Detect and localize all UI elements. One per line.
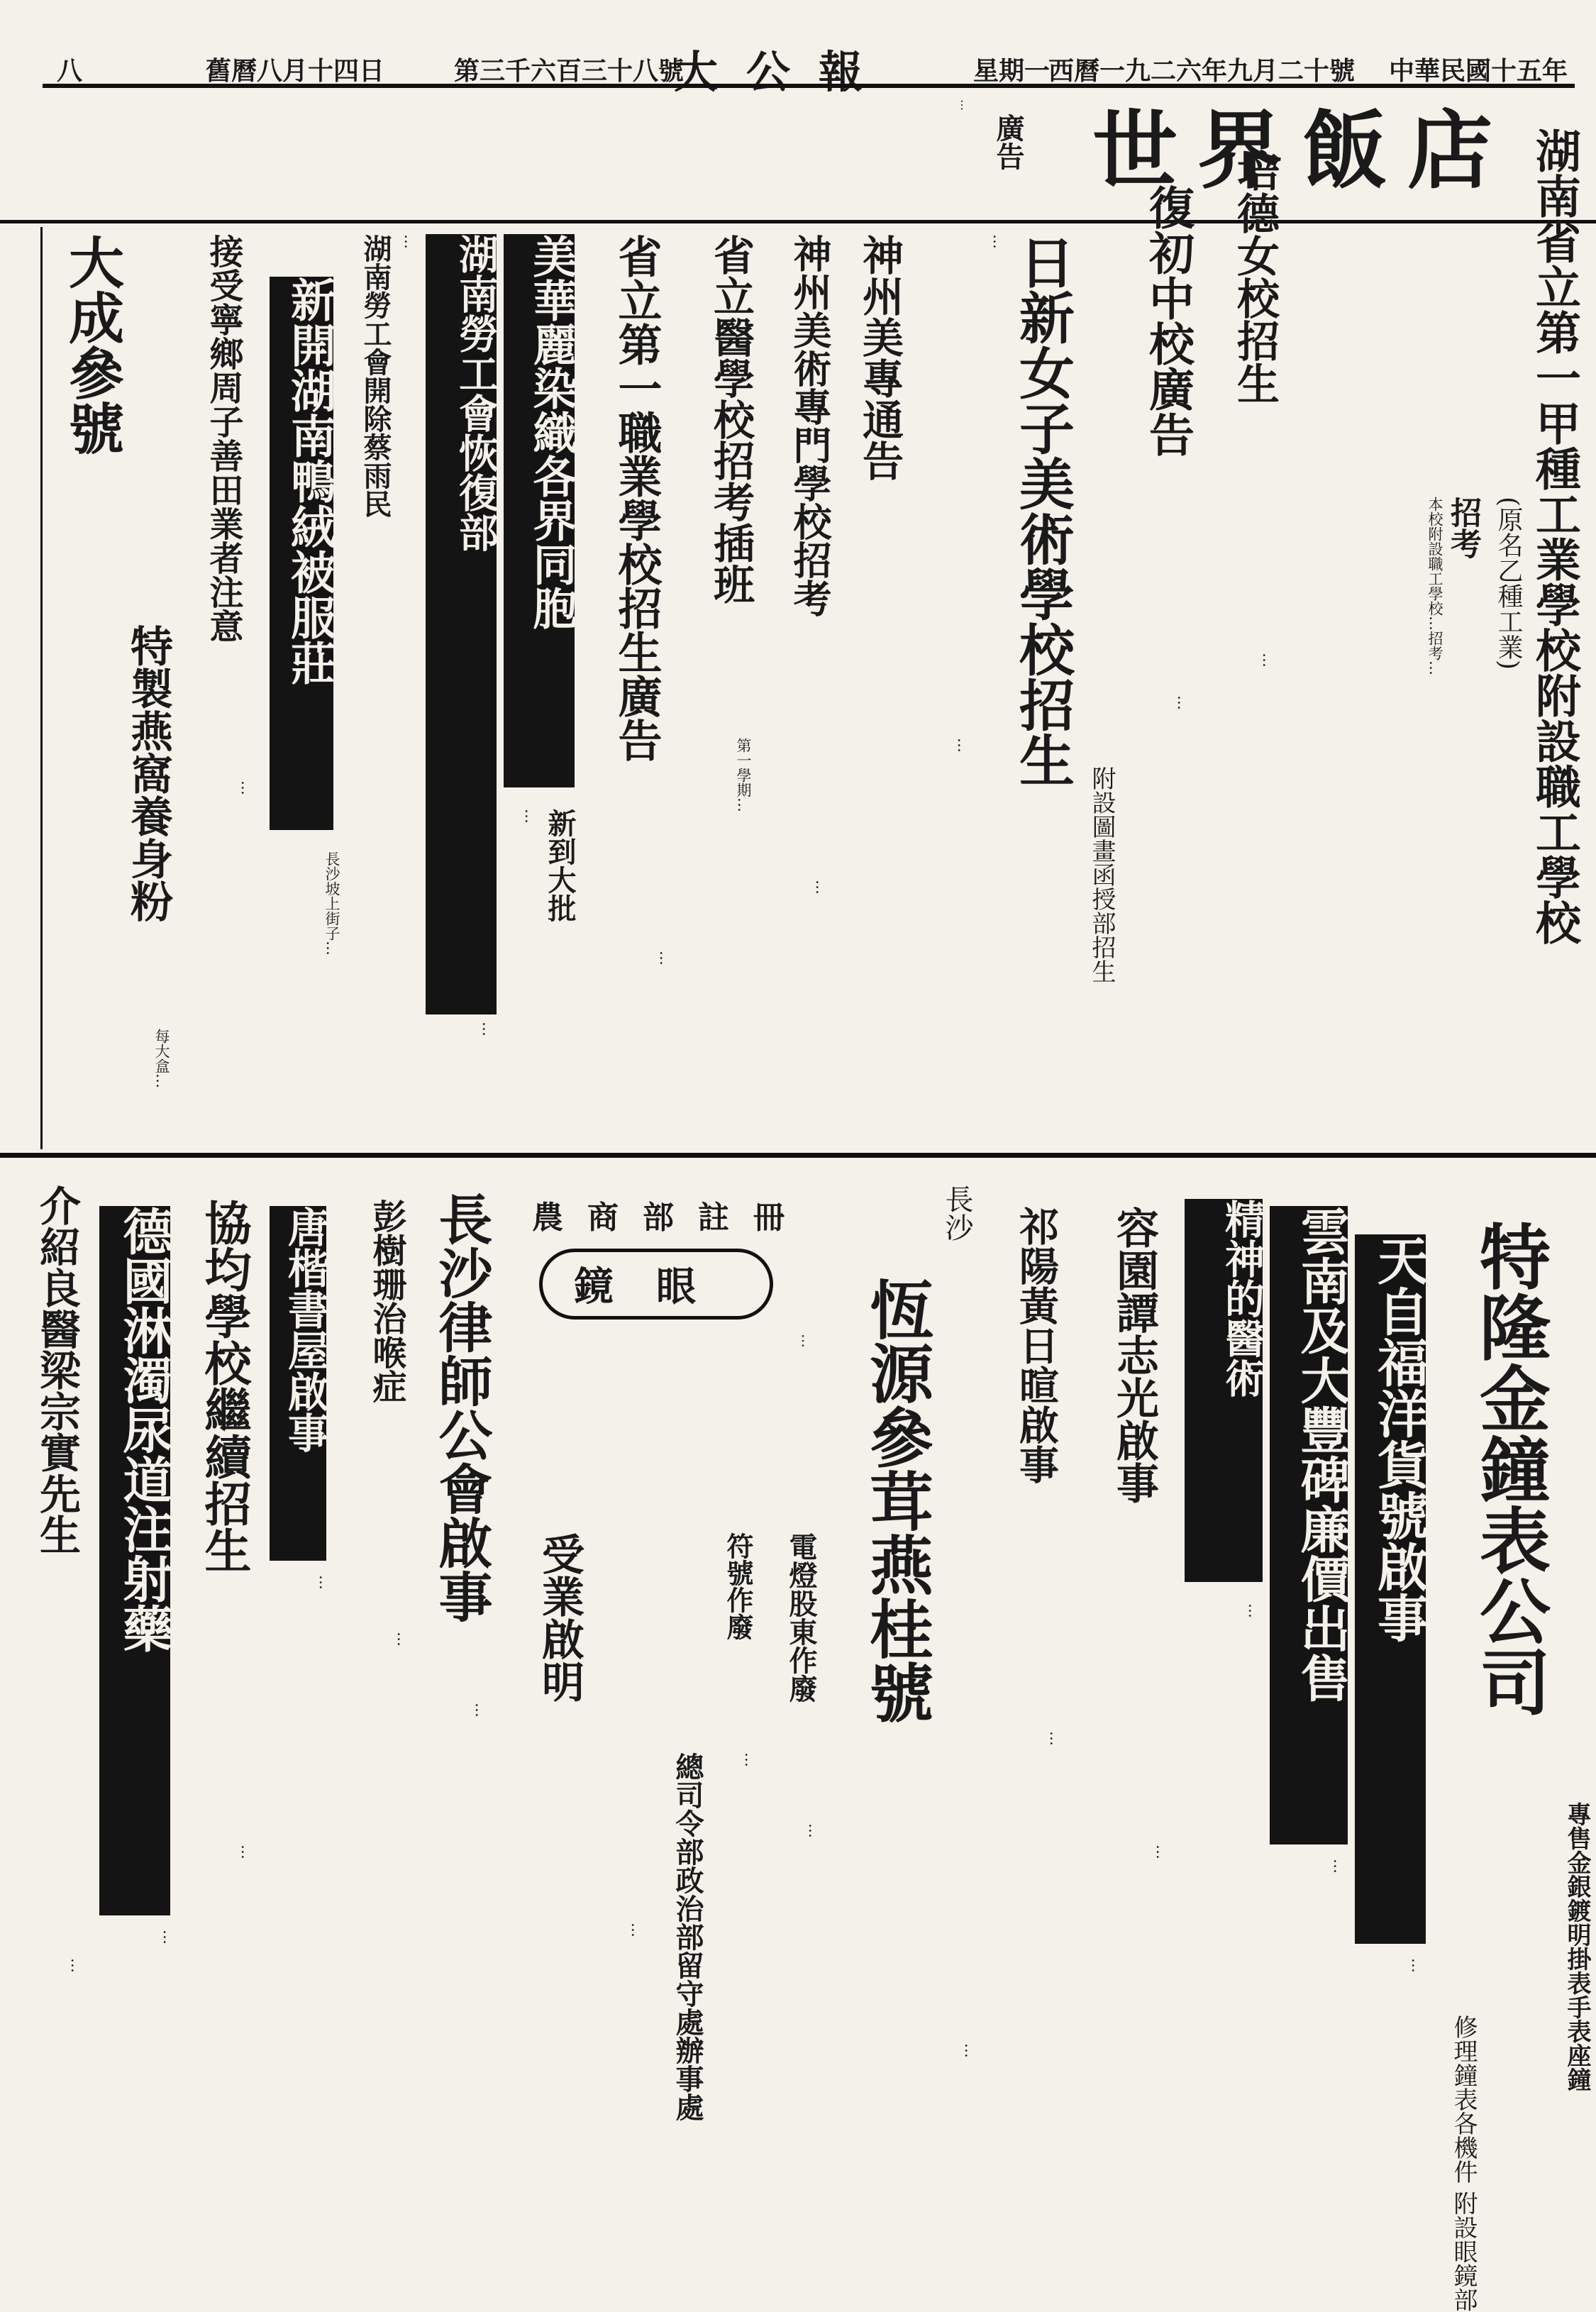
ad-political-dept: 總司令部政治部留守處辦事處 … <box>671 1752 759 2121</box>
ad-glasses <box>489 1163 823 1518</box>
ad-labor-union-restore: 湖南勞工會恢復部 … <box>419 227 497 1149</box>
ad-qiyang-huang: 祁陽黃日暄啟事 … <box>1013 1206 1064 1746</box>
world-hotel-text: … <box>958 99 972 111</box>
ad-industrial-school-extra: 招考 <box>1445 497 1481 559</box>
ad-telong-clock: 特隆金鐘表公司 專售金銀鍍明掛表手表座鐘 修理鐘表各機件 附設眼鏡部 <box>1449 1220 1591 2312</box>
ad-industrial-school <box>1273 99 1585 1149</box>
ad-fuchu-school: 復初中校廣告 … <box>1141 184 1195 710</box>
ad-yunnan-sale: 雲南及大豐碑廉價出售 … <box>1263 1163 1348 2249</box>
ad-industrial-school-text: 本校附設職工學校…招考… <box>1426 497 1443 675</box>
masthead-rule <box>43 84 1575 88</box>
ad-liang-zongshi-doctor: 介紹良醫梁宗實先生 … <box>33 1185 85 1973</box>
ad-industrial-school-sub: (原名乙種工業) <box>1494 497 1523 670</box>
ad-spiritual-medicine: 精神的醫術 … <box>1170 1163 1263 2249</box>
world-hotel-side: 廣告 <box>992 114 1025 170</box>
masthead-date-roc: 中華民國十五年 <box>1388 56 1568 86</box>
ad-duck-down-shop: 新開湖南鴨絨被服莊 長沙坡上街子… <box>255 227 340 1149</box>
ad-rongyuan-tan: 容園譚志光啟事 … <box>1109 1206 1170 1859</box>
ad-xiejun-school: 協均學校繼續招生 … <box>196 1199 255 1859</box>
ad-lawyers-association: 長沙律師公會啟事 … <box>430 1192 493 1718</box>
ad-tangkai-studio: 唐楷書屋啟事 … <box>255 1163 333 2249</box>
ad-vocational-school: 省立第一職業學校招生廣告 … <box>611 234 674 966</box>
left-margin-fragment <box>0 227 43 1149</box>
ad-dacheng-ginseng: 大成參號 特製燕窩養身粉 每大盒… <box>60 234 173 1088</box>
ad-glasses-header: 農商部註冊 <box>532 1200 809 1236</box>
ad-meihua-real: 美華麗染織各界同胞 新到大批 … <box>497 227 575 1149</box>
masthead-weekday: 星期一 <box>972 56 1050 86</box>
ad-tianzifu: 天自福洋貨號啟事 … <box>1348 1163 1426 2249</box>
masthead-paper-name: 大公報 <box>674 46 892 98</box>
masthead-lunar-date: 舊曆八月十四日 <box>206 56 385 86</box>
ad-hengyuan-ginseng: 長沙 恆源參茸燕桂號 … <box>858 1185 979 2058</box>
ad-medical-school-final: 省立醫學校招考插班 第一學期… <box>706 234 755 812</box>
ad-glasses-text: … <box>799 1334 816 1348</box>
ad-industrial-school-title: 湖南省立第一甲種工業學校附設職工學校 <box>1528 128 1581 945</box>
ad-electric-shares: 電燈股東作廢 … <box>785 1532 823 1838</box>
ad-ningxiang-notice: 接受寧鄉周子善田業者注意 … <box>204 234 255 795</box>
masthead-date-western: 西曆一九二六年九月二十號 <box>1048 56 1355 86</box>
ad-shenzhou-notice: 神州美專通告 … <box>855 234 972 753</box>
world-hotel-title: 世界飯店 <box>1092 101 1512 201</box>
ad-shouye-notice: 受業啟明 … <box>535 1532 645 1937</box>
ad-glasses-title: 鏡眼 <box>539 1249 773 1320</box>
ad-german-injection: 德國淋濁尿道注射藥 … <box>85 1163 177 2249</box>
ad-peide-school: 培德女校招生 … <box>1230 149 1280 668</box>
masthead-issue: 第三千六百三十八號 <box>454 56 685 86</box>
mid-rule <box>0 1153 1596 1158</box>
ad-labor-union-expel: 湖南勞工會開除蔡雨民 … <box>359 234 419 518</box>
masthead-page: 八 <box>57 56 83 86</box>
ad-rixin-art-school: 日新女子美術學校招生 附設圖畫函授部招生 … <box>990 234 1116 983</box>
ad-shenzhou-art-school: 神州美術專門學校招考 … <box>787 234 833 895</box>
ad-seal-void: 符號作廢 <box>722 1532 754 1640</box>
ad-peng-shushan: 彭樹珊治喉症 … <box>367 1199 411 1647</box>
